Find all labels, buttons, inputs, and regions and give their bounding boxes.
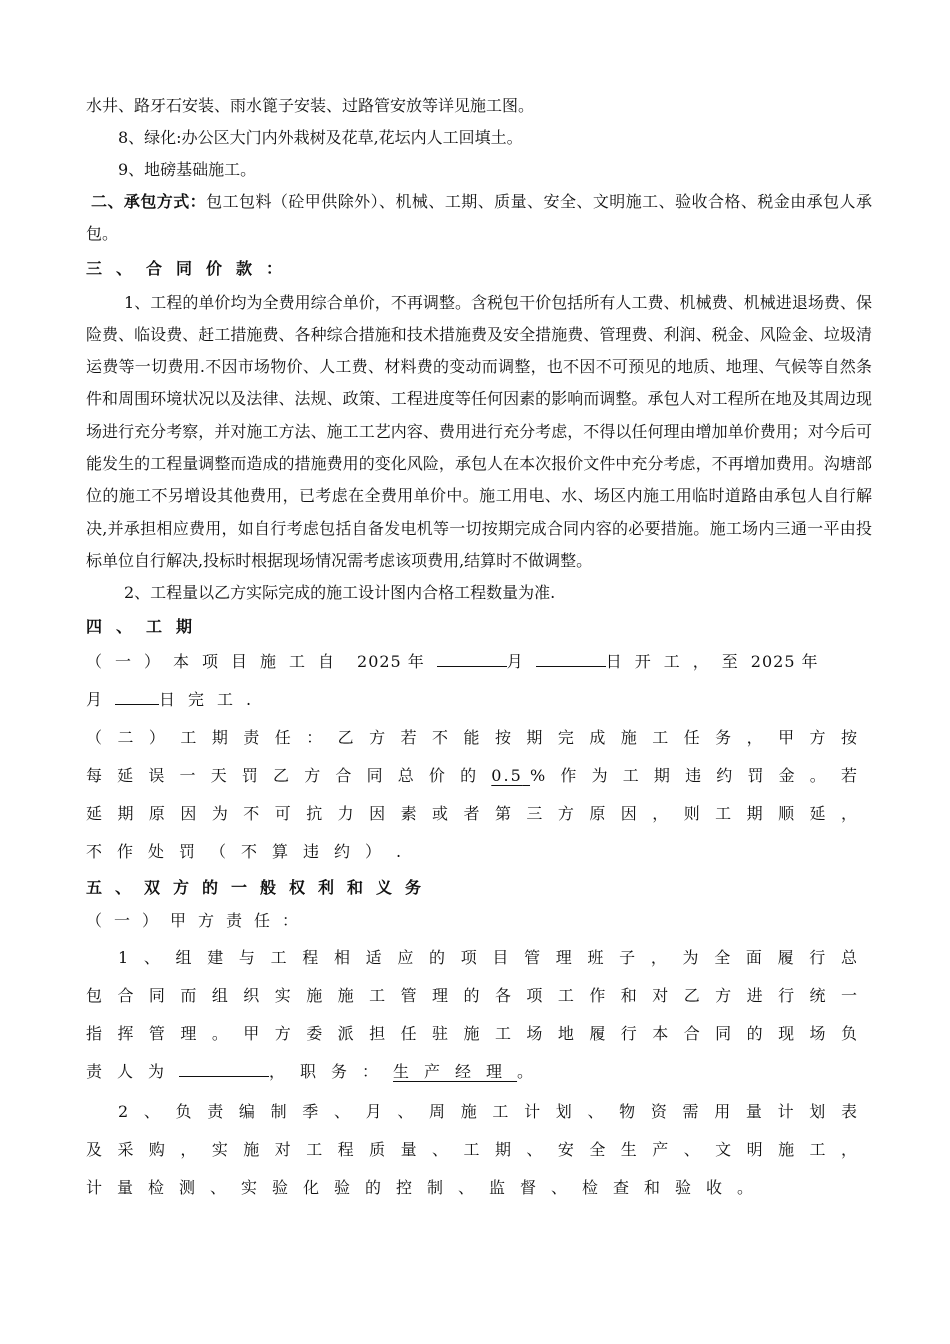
percent-sign: % — [530, 766, 561, 786]
section-3-heading: 三、合同价款： — [86, 258, 297, 278]
schedule-text: 年 — [407, 652, 437, 672]
section-4-heading: 四、工期 — [86, 617, 207, 637]
start-year: 2025 — [357, 652, 402, 672]
penalty-rate: 0.5 — [491, 766, 523, 786]
duty-text: ，职务： — [269, 1062, 394, 1082]
schedule-text: 月 — [506, 652, 536, 672]
schedule-text: 日完工. — [159, 690, 265, 710]
section-2-text: 包工包料（砼甲供除外）、机械、工期、质量、安全、文明施工、验收合格、税金由承包人承包。 — [86, 192, 872, 244]
party-a-heading: （一）甲方责任： — [86, 911, 311, 931]
duty-text: 。 — [517, 1062, 549, 1082]
text-line: 水井、路牙石安装、雨水篦子安装、过路管安放等详见施工图。 — [86, 96, 535, 115]
pricing-paragraph-2: 2、工程量以乙方实际完成的施工设计图内合格工程数量为准. — [124, 583, 556, 603]
manager-title: 生产经理 — [393, 1062, 518, 1082]
pricing-paragraph-1: 1、工程的单价均为全费用综合单价，不再调整。含税包干价包括所有人工费、机械费、机械进退场费、保险费、临设费、赶工措施费、各种综合措施和技术措施费及安全措施费、管理费、利润、税金、风险金、垃圾清运费等一切费用.不因市场物价、人工费、材料费的变动而调整，也不因不可预见的地质、地理、气候等自然条件和周围环境状况以及法律、法规、政策、工程进度等任何因素的影响而调整。承包人对工程所在地及其周边现场进行充分考察，并对施工方法、施工工艺内容、费用进行充分考虑，不得以任何理由增加单价费用；对今后可能发生的工程量调整而造成的措施费用的变化风险，承包人在本次报价文件中充分考虑，不再增加费用。沟塘部位的施工不另增设其他费用，已考虑在全费用单价中。施工用电、水、场区内施工用临时道路由承包人自行解决,并承担相应费用，如自行考虑包括自备发电机等一切按期完成合同内容的必要措施。施工场内三通一平由投标单位自行解决,投标时根据现场情况需考虑该项费用,结算时不做调整。 — [86, 292, 872, 570]
end-year: 2025 — [750, 652, 796, 672]
schedule-text: （一）本项目施工自 — [86, 652, 348, 672]
end-day-blank[interactable] — [115, 686, 159, 705]
schedule-text: （二）工期责任：乙方若不能按期完成施工任务，甲方按每延误一天罚乙方合同总价的 — [86, 728, 872, 786]
schedule-text: 日开工，至 — [605, 652, 751, 672]
text-line: 8、绿化:办公区大门内外栽树及花草,花坛内人工回填土。 — [118, 128, 523, 147]
duty-text: 1、组建与工程相适应的项目管理班子，为全面履行总包合同而组织实施施工管理的各项工作和对乙方进行统一指挥管理。甲方委派担任驻施工场地履行本合同的现场负责人为 — [86, 948, 872, 1082]
start-day-blank[interactable] — [536, 648, 606, 667]
schedule-text: 作为工期违约罚金。若延期原因为不可抗力因素或者第三方原因，则工期顺延，不作处罚（不算违约）. — [86, 766, 872, 862]
party-a-paragraph-2: 2、负责编制季、月、周施工计划、物资需用量计划表及采购，实施对工程质量、工期、安全生产、文明施工，计量检测、实验化验的控制、监督、检查和验收。 — [86, 1102, 872, 1198]
section-2-heading: 二、承包方式： — [91, 192, 207, 211]
document-page — [86, 90, 872, 1207]
schedule-item-1 — [86, 643, 872, 719]
schedule-item-2 — [86, 719, 872, 871]
text-line: 9、地磅基础施工。 — [118, 160, 257, 179]
schedule-text: 月 — [86, 690, 116, 710]
schedule-text: 年 — [801, 652, 831, 672]
section-5-heading: 五、双方的一般权利和义务 — [86, 878, 435, 898]
site-manager-blank[interactable] — [179, 1058, 269, 1077]
section-2-paragraph — [86, 186, 872, 251]
party-a-paragraph-1 — [86, 939, 872, 1091]
start-month-blank[interactable] — [437, 648, 507, 667]
